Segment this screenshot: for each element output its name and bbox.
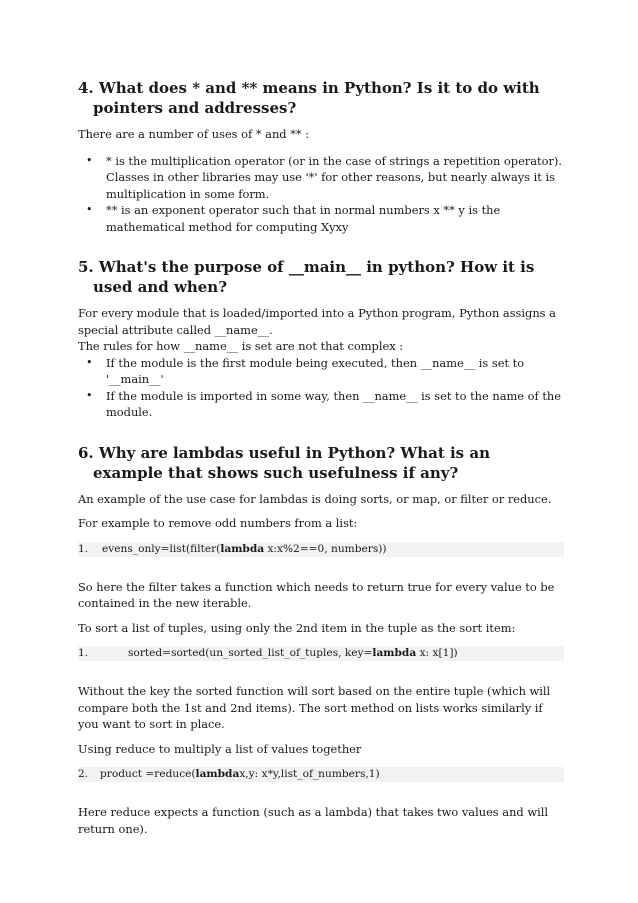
code-text: sorted=sorted(un_sorted_list_of_tuples, key= xyxy=(128,647,373,659)
code-block-reduce xyxy=(78,767,564,782)
section-5-heading: 5. What's the purpose of __main__ in python? How it is used and when? xyxy=(78,258,535,296)
code-line-number: 2. xyxy=(78,768,89,780)
section-6-p5: Without the key the sorted function will sort based on the entire tuple (which will compare both the 1st and 2nd items). The sort method on lists works similarly if you want to sort in place. xyxy=(78,684,551,731)
section-5-p2: The rules for how __name__ is set are not that complex : xyxy=(78,339,404,353)
section-6-p4: To sort a list of tuples, using only the 2nd item in the tuple as the sort item: xyxy=(78,620,516,635)
list-item: • ** is an exponent operator such that in normal numbers x ** y is the mathematical method for computing Xyxy xyxy=(78,202,564,235)
code-line-number: 1. xyxy=(78,647,89,659)
code-keyword: lambda xyxy=(195,768,240,780)
code-block-sort xyxy=(78,646,564,661)
section-5-bullets xyxy=(78,355,564,421)
list-item: • * is the multiplication operator (or in the case of strings a repetition operator). Classes in other libraries may use '*' for other reasons, but nearly always it is multiplication in some form. xyxy=(78,153,564,203)
code-line-number: 1. xyxy=(78,542,89,555)
section-6-p6: Using reduce to multiply a list of values together xyxy=(78,741,362,756)
code-text: x: x[1]) xyxy=(416,647,458,659)
document-page xyxy=(78,78,564,837)
code-text: x:x%2==0, numbers)) xyxy=(264,542,387,555)
list-item: • If the module is the first module being executed, then __name__ is set to '__main__' xyxy=(78,355,564,388)
section-6-p7: Here reduce expects a function (such as a lambda) that takes two values and will return one). xyxy=(78,805,548,836)
code-keyword: lambda xyxy=(220,542,265,555)
section-6-p3: So here the filter takes a function which needs to return true for every value to be contained in the new iterable. xyxy=(78,579,555,610)
code-text: x,y: x*y,list_of_numbers,1) xyxy=(239,768,380,780)
section-4-intro: There are a number of uses of * and ** : xyxy=(78,127,310,141)
section-6-heading: 6. Why are lambdas useful in Python? What is an example that shows such usefulness if any? xyxy=(78,443,490,482)
code-keyword: lambda xyxy=(372,647,417,659)
list-item: • If the module is imported in some way, then __name__ is set to the name of the module. xyxy=(78,388,564,421)
section-6-p2: For example to remove odd numbers from a list: xyxy=(78,516,358,530)
section-4-heading: 4. What does * and ** means in Python? Is it to do with pointers and addresses? xyxy=(78,79,540,117)
code-block-filter xyxy=(78,542,564,557)
code-text: evens_only=list(filter( xyxy=(102,542,221,555)
section-4-bullets xyxy=(78,153,564,236)
code-text: product =reduce( xyxy=(100,768,196,780)
section-5-p1: For every module that is loaded/imported into a Python program, Python assigns a special attribute called __name__. xyxy=(78,306,556,337)
section-6-p1: An example of the use case for lambdas is doing sorts, or map, or filter or reduce. xyxy=(78,491,552,506)
